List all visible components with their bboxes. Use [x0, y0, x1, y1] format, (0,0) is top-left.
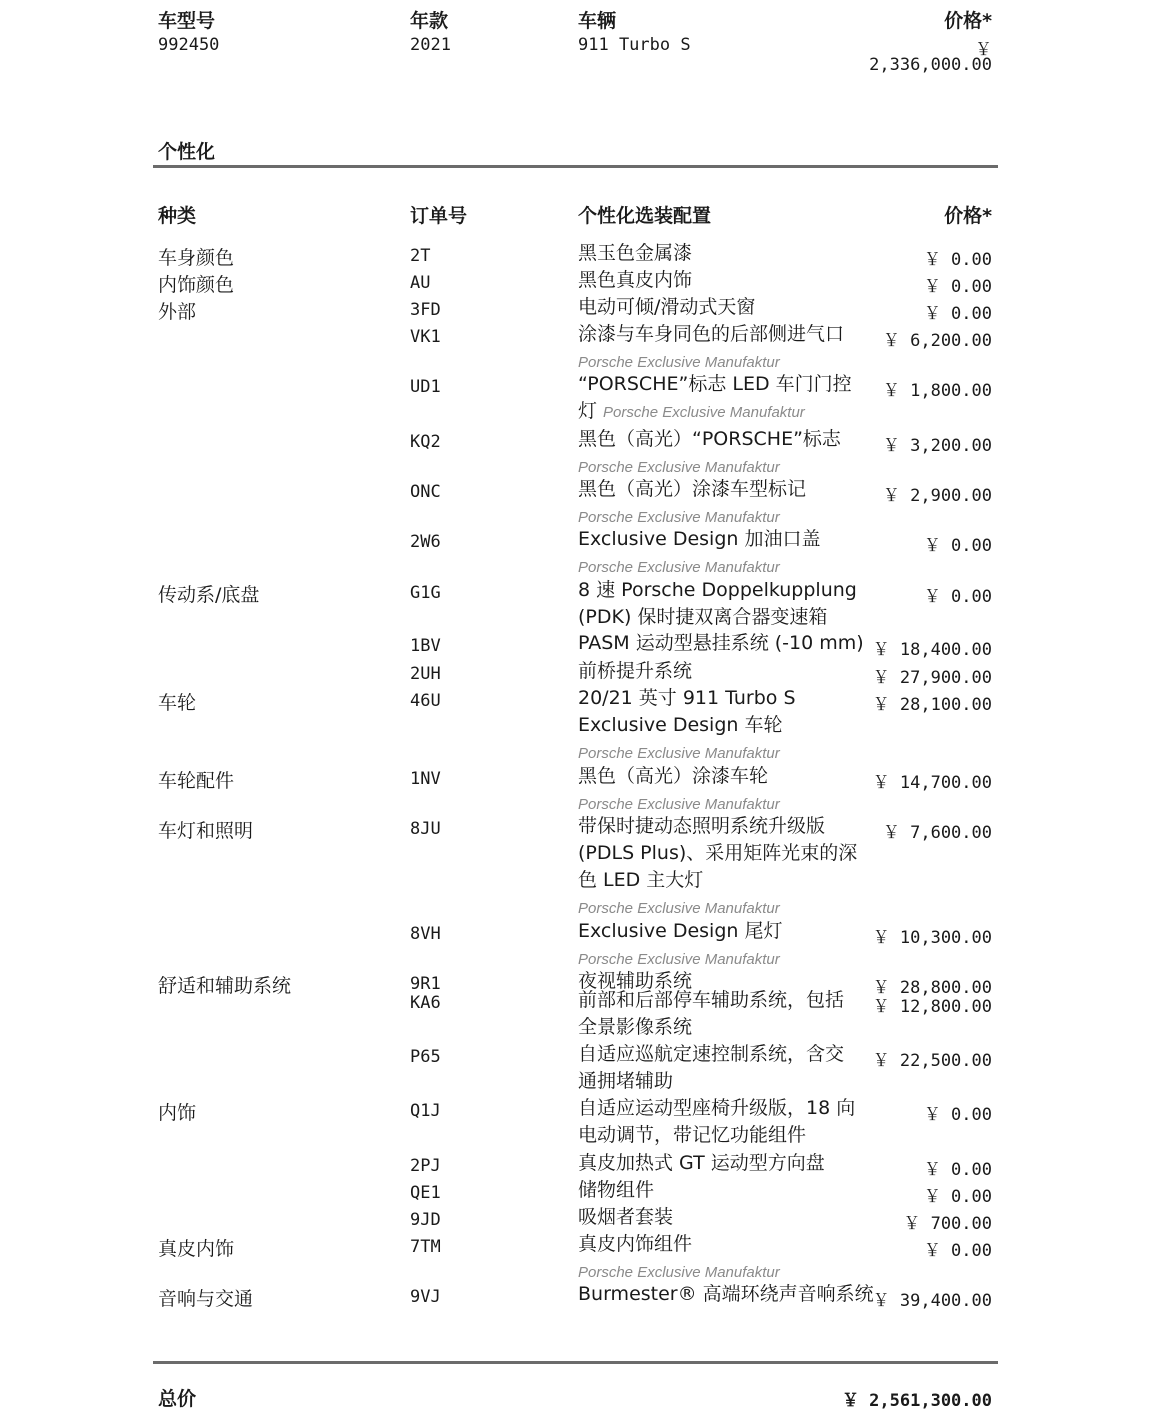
row-order-code: 9VJ: [410, 1287, 441, 1307]
row-order-code: 2T: [410, 246, 431, 266]
option-description-text: Exclusive Design 尾灯: [578, 920, 783, 942]
section-title: 个性化: [158, 141, 216, 163]
row-order-code: G1G: [410, 583, 441, 603]
row-category: 内饰颜色: [158, 274, 235, 296]
row-option-description: [578, 1095, 863, 1149]
row-order-code: 46U: [410, 691, 441, 711]
option-description-line: [578, 267, 863, 294]
option-description-text: 自适应运动型座椅升级版，18 向: [578, 1097, 856, 1119]
option-description-text: 黑玉色金属漆: [578, 242, 693, 264]
row-category: 车轮配件: [158, 770, 235, 792]
option-description-line: [578, 240, 863, 267]
row-option-description: [578, 658, 863, 685]
row-order-code: KQ2: [410, 432, 441, 452]
row-price: ￥ 27,900.00: [872, 668, 992, 688]
row-order-code: 1BV: [410, 636, 441, 656]
total-value: ￥ 2,561,300.00: [841, 1391, 992, 1411]
row-option-description: [578, 1281, 874, 1308]
total-divider: [153, 1361, 998, 1364]
col-header-category: 种类: [158, 205, 197, 227]
row-option-description: [578, 763, 863, 818]
total-label: 总价: [158, 1388, 197, 1410]
option-description-line: [578, 426, 863, 453]
option-description-text: 黑色真皮内饰: [578, 269, 693, 291]
row-order-code: UD1: [410, 377, 441, 397]
row-category: 传动系/底盘: [158, 584, 260, 606]
option-description-text: Exclusive Design 车轮: [578, 714, 783, 736]
row-order-code: 8VH: [410, 924, 441, 944]
manufaktur-note: Porsche Exclusive Manufaktur: [578, 900, 780, 917]
row-category: 内饰: [158, 1102, 197, 1124]
option-description-line: [578, 658, 863, 685]
row-price: ￥ 0.00: [923, 1105, 992, 1125]
option-description-text: 电动可倾/滑动式天窗: [578, 296, 756, 318]
row-order-code: 3FD: [410, 300, 441, 320]
row-order-code: AU: [410, 273, 431, 293]
option-description-text: 真皮加热式 GT 运动型方向盘: [578, 1152, 825, 1174]
row-option-description: [578, 1041, 863, 1095]
row-option-description: [578, 1150, 863, 1177]
option-description-line: [578, 867, 863, 894]
row-option-description: [578, 321, 863, 376]
row-order-code: 2UH: [410, 664, 441, 684]
header-vehicle: 车辆: [578, 10, 617, 32]
row-category: 舒适和辅助系统: [158, 975, 292, 997]
row-option-description: [578, 1204, 863, 1231]
manufaktur-note: Porsche Exclusive Manufaktur: [578, 459, 780, 476]
option-description-text: PASM 运动型悬挂系统 (-10 mm): [578, 632, 864, 654]
row-category: 音响与交通: [158, 1288, 254, 1310]
row-price: ￥ 39,400.00: [872, 1291, 992, 1311]
option-description-text: 色 LED 主大灯: [578, 869, 704, 891]
row-price: ￥ 18,400.00: [872, 640, 992, 660]
option-description-line: [578, 1150, 863, 1177]
row-option-description: [578, 426, 863, 481]
row-price: ￥ 22,500.00: [872, 1051, 992, 1071]
row-price: ￥ 0.00: [923, 1187, 992, 1207]
option-description-text: 黑色（高光）“PORSCHE”标志: [578, 428, 841, 450]
row-price: ￥ 0.00: [923, 277, 992, 297]
row-order-code: VK1: [410, 327, 441, 347]
option-description-line: [578, 294, 863, 321]
option-description-text: 前部和后部停车辅助系统，包括: [578, 989, 845, 1011]
option-description-line: [578, 398, 863, 426]
row-option-description: [578, 813, 863, 922]
col-header-option: 个性化选装配置: [578, 205, 712, 227]
option-description-text: 电动调节，带记忆功能组件: [578, 1124, 807, 1146]
option-description-line: [578, 1177, 863, 1204]
header-model-no: 车型号: [158, 10, 216, 32]
row-option-description: [578, 371, 863, 426]
option-description-text: Exclusive Design 加油口盖: [578, 528, 821, 550]
col-header-order-no: 订单号: [410, 205, 468, 227]
option-description-text: 自适应巡航定速控制系统，含交: [578, 1043, 845, 1065]
row-price: ￥ 0.00: [923, 304, 992, 324]
row-price: ￥ 14,700.00: [872, 773, 992, 793]
row-price: ￥ 28,100.00: [872, 695, 992, 715]
row-order-code: QE1: [410, 1183, 441, 1203]
option-description-line: [578, 630, 863, 657]
row-category: 车灯和照明: [158, 820, 254, 842]
option-description-text: (PDK) 保时捷双离合器变速箱: [578, 606, 828, 628]
option-description-line: [578, 712, 863, 739]
option-description-line: [578, 1204, 863, 1231]
row-order-code: ONC: [410, 482, 441, 502]
row-price: ￥ 6,200.00: [882, 331, 992, 351]
option-description-line: [578, 577, 863, 604]
option-description-text: 8 速 Porsche Doppelkupplung: [578, 579, 857, 601]
col-header-price: 价格*: [944, 205, 992, 227]
option-description-text: 黑色（高光）涂漆车型标记: [578, 478, 807, 500]
row-price: ￥ 3,200.00: [882, 436, 992, 456]
option-description-text: (PDLS Plus)、采用矩阵光束的深: [578, 842, 858, 864]
option-description-line: [578, 371, 863, 398]
option-description-line: [578, 1068, 863, 1095]
option-description-line: [578, 813, 863, 840]
row-price: ￥ 0.00: [923, 1160, 992, 1180]
row-price: ￥ 0.00: [923, 250, 992, 270]
option-description-text: 涂漆与车身同色的后部侧进气口: [578, 323, 845, 345]
manufaktur-note: Porsche Exclusive Manufaktur: [578, 559, 780, 576]
option-description-line: [578, 1041, 863, 1068]
option-description-line: [578, 685, 863, 712]
option-description-text: 20/21 英寸 911 Turbo S: [578, 687, 796, 709]
option-description-text: 带保时捷动态照明系统升级版: [578, 815, 826, 837]
option-description-text: 全景影像系统: [578, 1016, 693, 1038]
row-order-code: 9R1: [410, 974, 441, 994]
row-category: 车轮: [158, 692, 197, 714]
header-year: 年款: [410, 10, 449, 32]
row-price: ￥ 1,800.00: [882, 381, 992, 401]
option-description-text: 通拥堵辅助: [578, 1070, 674, 1092]
manufaktur-note: Porsche Exclusive Manufaktur: [578, 509, 780, 526]
row-order-code: KA6: [410, 993, 441, 1013]
option-description-line: [578, 840, 863, 867]
row-order-code: 9JD: [410, 1210, 441, 1230]
row-category: 真皮内饰: [158, 1238, 235, 1260]
option-description-text: 储物组件: [578, 1179, 655, 1201]
option-description-text: 夜视辅助系统: [578, 970, 693, 992]
option-description-line: [578, 1281, 874, 1308]
vehicle-name: 911 Turbo S: [578, 35, 691, 55]
row-price: ￥ 0.00: [923, 536, 992, 556]
vehicle-price: 2,336,000.00: [869, 55, 992, 75]
row-order-code: 7TM: [410, 1237, 441, 1257]
option-description-line: [578, 1231, 863, 1258]
option-description-text: 灯: [578, 400, 604, 422]
row-order-code: 2PJ: [410, 1156, 441, 1176]
option-description-line: [578, 604, 863, 631]
row-option-description: [578, 1177, 863, 1204]
option-description-line: [578, 763, 863, 790]
manufaktur-note: Porsche Exclusive Manufaktur: [578, 354, 780, 371]
option-description-line: [578, 1014, 863, 1041]
row-order-code: 1NV: [410, 769, 441, 789]
manufaktur-note: Porsche Exclusive Manufaktur: [578, 745, 780, 762]
row-price: ￥ 700.00: [903, 1214, 992, 1234]
row-option-description: [578, 240, 863, 267]
manufaktur-note: Porsche Exclusive Manufaktur: [578, 951, 780, 968]
row-price: ￥ 0.00: [923, 587, 992, 607]
row-order-code: Q1J: [410, 1101, 441, 1121]
option-description-line: [578, 321, 863, 348]
manufaktur-note: Porsche Exclusive Manufaktur: [603, 404, 805, 421]
row-option-description: [578, 476, 863, 531]
option-description-text: 前桥提升系统: [578, 660, 693, 682]
option-description-line: [578, 1122, 863, 1149]
row-price: ￥ 12,800.00: [872, 997, 992, 1017]
row-option-description: [578, 685, 863, 767]
option-description-line: [578, 987, 863, 1014]
option-description-line: [578, 918, 863, 945]
row-option-description: [578, 267, 863, 294]
row-option-description: [578, 1231, 863, 1286]
header-price: 价格*: [944, 10, 992, 32]
vehicle-price-symbol: ￥: [975, 40, 992, 60]
row-price: ￥ 10,300.00: [872, 928, 992, 948]
row-order-code: 2W6: [410, 532, 441, 552]
option-description-line: [578, 476, 863, 503]
manufaktur-note: Porsche Exclusive Manufaktur: [578, 1264, 780, 1281]
manufaktur-note: Porsche Exclusive Manufaktur: [578, 796, 780, 813]
row-category: 外部: [158, 301, 197, 323]
section-divider: [153, 165, 998, 168]
row-price: ￥ 7,600.00: [882, 823, 992, 843]
vehicle-model-no: 992450: [158, 35, 220, 55]
option-description-line: [578, 1095, 863, 1122]
row-price: ￥ 0.00: [923, 1241, 992, 1261]
row-option-description: [578, 630, 863, 657]
row-option-description: [578, 294, 863, 321]
row-order-code: P65: [410, 1047, 441, 1067]
option-description-line: [578, 526, 863, 553]
row-option-description: [578, 526, 863, 581]
option-description-text: 黑色（高光）涂漆车轮: [578, 765, 769, 787]
row-option-description: [578, 918, 863, 973]
row-option-description: [578, 577, 863, 631]
row-price: ￥ 2,900.00: [882, 486, 992, 506]
option-description-text: 吸烟者套装: [578, 1206, 674, 1228]
option-description-text: “PORSCHE”标志 LED 车门门控: [578, 373, 852, 395]
option-description-text: Burmester® 高端环绕声音响系统: [578, 1283, 874, 1305]
vehicle-year: 2021: [410, 35, 451, 55]
row-option-description: [578, 987, 863, 1041]
row-price: ￥ 28,800.00: [872, 978, 992, 998]
row-category: 车身颜色: [158, 247, 235, 269]
row-order-code: 8JU: [410, 819, 441, 839]
option-description-text: 真皮内饰组件: [578, 1233, 693, 1255]
